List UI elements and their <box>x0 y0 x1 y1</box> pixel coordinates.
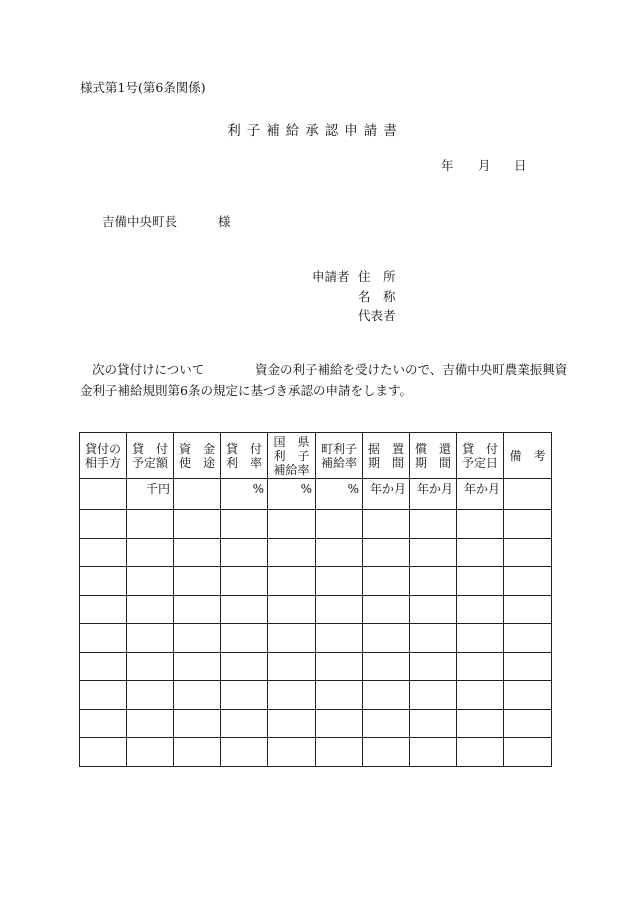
table-units-row <box>80 479 552 510</box>
table-cell[interactable] <box>221 738 268 767</box>
table-cell[interactable] <box>174 624 221 653</box>
table-cell[interactable] <box>174 538 221 567</box>
table-cell[interactable] <box>127 652 174 681</box>
table-cell[interactable] <box>221 681 268 710</box>
table-cell[interactable] <box>316 624 363 653</box>
table-cell[interactable] <box>127 538 174 567</box>
date-month: 月 <box>478 158 491 173</box>
table-cell[interactable] <box>268 738 316 767</box>
table-header-cell <box>80 433 127 479</box>
table-header-cell <box>174 433 221 479</box>
table-cell[interactable] <box>457 738 504 767</box>
table-header-cell <box>221 433 268 479</box>
table-cell[interactable] <box>221 510 268 539</box>
table-header-text: 相手方 <box>84 455 121 470</box>
table-unit-cell[interactable]: % <box>316 479 363 510</box>
table-header-text: 償 還 <box>414 441 451 456</box>
table-cell[interactable] <box>221 595 268 624</box>
table-cell[interactable] <box>221 652 268 681</box>
table-cell[interactable] <box>80 738 127 767</box>
table-cell[interactable] <box>80 652 127 681</box>
table-cell[interactable] <box>127 738 174 767</box>
table-unit-cell[interactable] <box>174 479 221 510</box>
table-cell[interactable] <box>410 538 457 567</box>
table-cell[interactable] <box>410 624 457 653</box>
table-cell[interactable] <box>504 709 552 738</box>
table-row <box>80 538 552 567</box>
table-cell[interactable] <box>410 510 457 539</box>
table-cell[interactable] <box>80 538 127 567</box>
table-row <box>80 709 552 738</box>
table-cell[interactable] <box>174 681 221 710</box>
addressee: 吉備中央町長 <box>102 214 178 229</box>
table-cell[interactable] <box>504 595 552 624</box>
document-title: 利子補給承認申請書 <box>227 123 403 139</box>
table-cell[interactable] <box>363 738 410 767</box>
table-cell[interactable] <box>410 709 457 738</box>
table-cell[interactable] <box>127 567 174 596</box>
table-cell[interactable] <box>316 709 363 738</box>
table-cell[interactable] <box>316 538 363 567</box>
table-cell[interactable] <box>363 681 410 710</box>
table-cell[interactable] <box>80 624 127 653</box>
table-cell[interactable] <box>80 709 127 738</box>
applicant-name-label: 名 称 <box>358 289 396 304</box>
table-header-cell <box>410 433 457 479</box>
table-header-text: 据 置 <box>367 441 404 456</box>
table-header-text: 町利子 <box>320 441 357 456</box>
table-header-text: 期 間 <box>367 455 404 470</box>
table-cell[interactable] <box>410 652 457 681</box>
table-cell[interactable] <box>127 681 174 710</box>
table-cell[interactable] <box>504 538 552 567</box>
table-cell[interactable] <box>457 652 504 681</box>
table-cell[interactable] <box>504 510 552 539</box>
table-cell[interactable] <box>221 624 268 653</box>
table-cell[interactable] <box>268 652 316 681</box>
table-cell[interactable] <box>174 652 221 681</box>
table-cell[interactable] <box>363 709 410 738</box>
table-header-text: 備 考 <box>509 448 546 463</box>
table-cell[interactable] <box>363 624 410 653</box>
table-header-text: 貸付の <box>84 441 121 456</box>
table-cell[interactable] <box>174 510 221 539</box>
table-unit-cell[interactable]: 年か月 <box>363 479 410 510</box>
table-header-text: 貸 付 <box>131 441 168 456</box>
table-unit-cell[interactable] <box>80 479 127 510</box>
table-cell[interactable] <box>127 510 174 539</box>
table-cell[interactable] <box>504 681 552 710</box>
table-cell[interactable] <box>127 709 174 738</box>
table-row <box>80 624 552 653</box>
body-text-line2: 金利子補給規則第6条の規定に基づき承認の申請をします。 <box>80 383 412 398</box>
table-cell[interactable] <box>410 738 457 767</box>
table-cell[interactable] <box>363 652 410 681</box>
table-header-text: 予定額 <box>131 455 168 470</box>
table-cell[interactable] <box>174 738 221 767</box>
table-cell[interactable] <box>316 510 363 539</box>
table-unit-cell[interactable]: 年か月 <box>410 479 457 510</box>
table-cell[interactable] <box>410 681 457 710</box>
table-cell[interactable] <box>221 709 268 738</box>
table-cell[interactable] <box>316 567 363 596</box>
table-row <box>80 567 552 596</box>
table-cell[interactable] <box>127 624 174 653</box>
table-cell[interactable] <box>174 567 221 596</box>
table-unit-cell[interactable] <box>504 479 552 510</box>
table-header-text: 貸 付 <box>461 441 498 456</box>
table-header-text: 貸 付 <box>225 441 262 456</box>
table-cell[interactable] <box>457 624 504 653</box>
table-header-cell <box>504 433 552 479</box>
table-header-cell <box>268 433 316 479</box>
table-cell[interactable] <box>457 595 504 624</box>
table-row <box>80 738 552 767</box>
table-row <box>80 510 552 539</box>
table-cell[interactable] <box>174 709 221 738</box>
table-header-cell <box>363 433 410 479</box>
table-cell[interactable] <box>80 595 127 624</box>
table-header-text: 補給率 <box>273 462 310 477</box>
table-cell[interactable] <box>363 595 410 624</box>
applicant-address-label: 住 所 <box>358 269 396 284</box>
table-cell[interactable] <box>268 510 316 539</box>
table-cell[interactable] <box>457 709 504 738</box>
applicant-representative-label: 代表者 <box>358 308 396 323</box>
table-unit-cell[interactable]: 年か月 <box>457 479 504 510</box>
table-row <box>80 681 552 710</box>
table-cell[interactable] <box>80 681 127 710</box>
table-header-text: 資 金 <box>178 441 215 456</box>
table-cell[interactable] <box>268 709 316 738</box>
table-cell[interactable] <box>268 595 316 624</box>
table-cell[interactable] <box>268 681 316 710</box>
table-unit-cell[interactable]: 千円 <box>127 479 174 510</box>
table-header-cell <box>457 433 504 479</box>
table-cell[interactable] <box>316 681 363 710</box>
body-text-line1-suffix: 資金の利子補給を受けたいので、吉備中央町農業振興資 <box>255 362 568 377</box>
table-cell[interactable] <box>221 567 268 596</box>
table-cell[interactable] <box>504 624 552 653</box>
table-cell[interactable] <box>268 567 316 596</box>
table-header-cell <box>316 433 363 479</box>
table-header-text: 使 途 <box>178 455 215 470</box>
honorific: 様 <box>218 214 231 229</box>
table-cell[interactable] <box>457 510 504 539</box>
table-header-text: 予定日 <box>461 455 498 470</box>
table-header-text: 利 率 <box>225 455 262 470</box>
applicant-label: 申請者 <box>312 269 350 284</box>
table-cell[interactable] <box>127 595 174 624</box>
table-cell[interactable] <box>268 538 316 567</box>
table-header-cell <box>127 433 174 479</box>
table-cell[interactable] <box>363 538 410 567</box>
table-cell[interactable] <box>457 538 504 567</box>
table-cell[interactable] <box>221 538 268 567</box>
table-cell[interactable] <box>316 595 363 624</box>
table-row <box>80 652 552 681</box>
table-cell[interactable] <box>410 595 457 624</box>
table-row <box>80 595 552 624</box>
table-header-text: 補給率 <box>320 455 357 470</box>
table-cell[interactable] <box>504 567 552 596</box>
loan-table <box>79 432 552 767</box>
date-year: 年 <box>441 158 454 173</box>
table-unit-cell[interactable]: % <box>268 479 316 510</box>
table-header-text: 利 子 <box>273 448 310 463</box>
date-day: 日 <box>514 158 527 173</box>
table-header-text: 国 県 <box>273 434 310 449</box>
table-cell[interactable] <box>316 738 363 767</box>
table-cell[interactable] <box>504 652 552 681</box>
table-cell[interactable] <box>504 738 552 767</box>
table-cell[interactable] <box>363 567 410 596</box>
table-cell[interactable] <box>457 567 504 596</box>
table-cell[interactable] <box>268 624 316 653</box>
table-header-text: 期 間 <box>414 455 451 470</box>
table-cell[interactable] <box>316 652 363 681</box>
table-cell[interactable] <box>174 595 221 624</box>
body-text-line1-prefix: 次の貸付けについて <box>92 362 205 377</box>
table-cell[interactable] <box>80 567 127 596</box>
table-cell[interactable] <box>363 510 410 539</box>
table-cell[interactable] <box>80 510 127 539</box>
table-header-row <box>80 433 552 479</box>
table-cell[interactable] <box>457 681 504 710</box>
table-unit-cell[interactable]: % <box>221 479 268 510</box>
form-number: 様式第1号(第6条関係) <box>80 80 206 95</box>
table-cell[interactable] <box>410 567 457 596</box>
